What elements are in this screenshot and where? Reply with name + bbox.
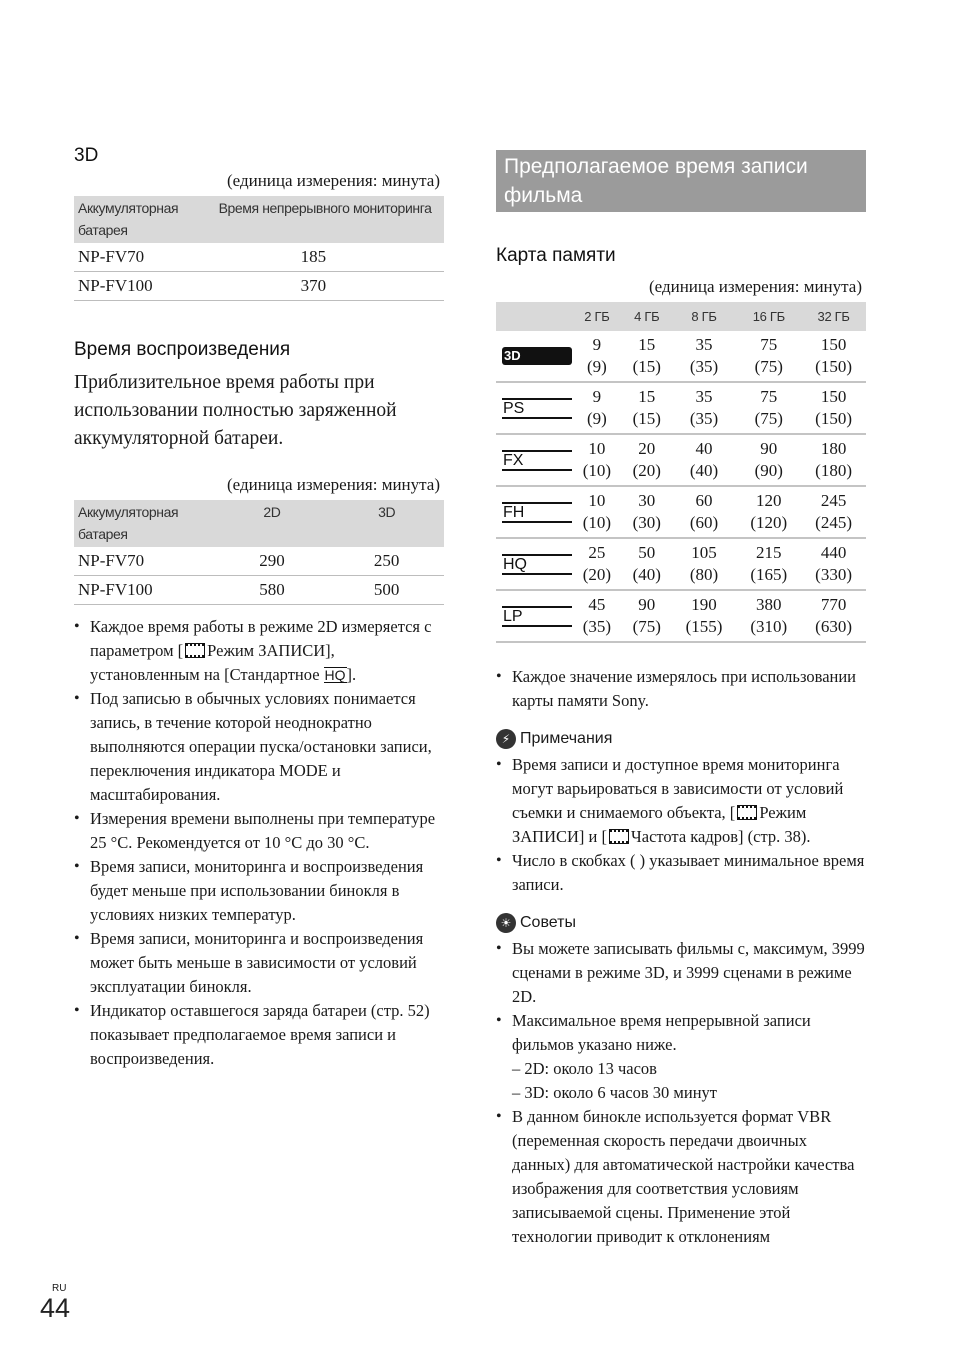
battery-notes-list [74,615,444,1071]
mode-cell [496,331,572,382]
table-row [496,486,866,538]
note-text: Время записи и доступное время мониторинга могут варьироваться в зависимости от условий съемки и снимаемого объекта, [ [512,755,844,822]
recording-time: 245 [820,491,847,510]
table-row [74,243,444,272]
sub-item: – 2D: около 13 часов [512,1059,657,1078]
time-cell [572,590,622,642]
film-icon [609,829,629,844]
film-icon [737,805,757,820]
lightbulb-icon: ☀ [496,913,516,933]
table-row [74,576,444,605]
notes-title: Примечания [520,730,613,747]
minimum-time: (10) [582,461,612,480]
minimum-time: (330) [815,565,852,584]
list-item: • Время записи, мониторинга и воспроизведения может быть меньше в зависимости от условий эксплуатации бинокля. [74,927,444,999]
minimum-time: (90) [754,461,783,480]
recording-time: 9 [592,335,602,354]
table-row [496,434,866,486]
time-cell [736,538,801,590]
time-cell [801,434,866,486]
time-cell [622,486,672,538]
minimum-time: (310) [750,617,788,636]
recording-time: 190 [691,595,717,614]
time-cell [736,331,801,382]
col-header-monitoring: Время непрерывного мониторинга [215,196,444,243]
recording-time: 25 [588,543,606,562]
mode-cell [496,434,572,486]
minimum-time: (75) [754,357,783,376]
time-cell [622,590,672,642]
value-cell: 185 [215,243,444,272]
language-code: RU [52,1283,67,1294]
battery-cell: NP-FV70 [74,243,215,272]
col-header-mode [496,302,572,331]
recording-time: 35 [695,335,713,354]
sub-item: – 3D: около 6 часов 30 минут [512,1083,717,1102]
recording-time: 120 [756,491,782,510]
time-cell [801,590,866,642]
minimum-time: (60) [689,513,719,532]
time-cell [672,538,737,590]
rec-mode-icon: 3D [502,347,572,365]
time-cell [572,486,622,538]
recording-time: 30 [638,491,656,510]
recording-time: 75 [760,387,778,406]
recording-time: 150 [820,387,847,406]
rec-mode-icon: HQ [502,554,572,575]
recording-time: 150 [820,335,847,354]
time-cell [622,382,672,434]
recording-time: 60 [695,491,713,510]
recording-time: 75 [760,335,778,354]
list-item [74,615,444,687]
col-header-2d: 2D [215,500,330,547]
recording-time: 215 [756,543,782,562]
warning-icon: ⚡ [496,729,516,749]
monitoring-time-table [74,196,444,301]
minimum-time: (15) [632,409,661,428]
time-cell [572,382,622,434]
minimum-time: (35) [689,357,719,376]
time-cell [622,331,672,382]
value-2d-cell: 290 [215,547,330,576]
col-header-capacity: 8 ГБ [672,302,737,331]
minimum-time: (20) [582,565,612,584]
minimum-time: (10) [582,513,612,532]
minimum-time: (245) [815,513,852,532]
recording-time: 50 [638,543,656,562]
recording-time: 10 [588,439,606,458]
minimum-time: (155) [685,617,723,636]
table-row [496,382,866,434]
time-cell [801,486,866,538]
unit-note: (единица измерения: минута) [226,475,440,494]
table-row [496,538,866,590]
time-cell [672,382,737,434]
notes-list [496,753,866,897]
playback-paragraph: Приблизительное время работы при использовании полностью заряженной аккумуляторной батареи. [74,372,397,449]
note-text: Частота кадров] (стр. 38). [631,827,811,846]
minimum-time: (35) [582,617,612,636]
list-item: • Число в скобках ( ) указывает минимальное время записи. [496,849,866,897]
list-item: • Время записи, мониторинга и воспроизведения будет меньше при использовании бинокля в условиях низких температур. [74,855,444,927]
table-row [496,331,866,382]
time-cell [736,486,801,538]
list-item: • В данном бинокле используется формат VBR (переменная скорость передачи двоичных данных) для автоматической настройки качества изображения для соответствия условиям записываемой сцены. Применение этой технологии приводит к отклонениям [496,1105,866,1249]
time-cell [622,434,672,486]
time-cell [736,382,801,434]
minimum-time: (80) [689,565,719,584]
minimum-time: (165) [750,565,788,584]
recording-time: 90 [638,595,656,614]
film-icon [185,643,205,658]
rec-mode-icon: FX [502,450,572,471]
minimum-time: (120) [750,513,788,532]
recording-time: 45 [588,595,606,614]
time-cell [801,382,866,434]
time-cell [672,486,737,538]
list-item: • Вы можете записывать фильмы с, максимум, 3999 сценами в режиме 3D, и 3999 сценами в режиме 2D. [496,937,866,1009]
rec-mode-icon: PS [502,398,572,419]
table-row [74,272,444,301]
minimum-time: (40) [632,565,661,584]
col-header-capacity: 32 ГБ [801,302,866,331]
playback-time-table [74,500,444,605]
recording-time: 90 [760,439,778,458]
playback-title: Время воспроизведения [74,339,291,360]
recording-time: 770 [820,595,847,614]
mode-cell [496,382,572,434]
recording-time: 40 [695,439,713,458]
time-cell [672,331,737,382]
col-header-battery: Аккумуляторная батарея [74,500,215,547]
battery-cell: NP-FV100 [74,576,215,605]
minimum-time: (15) [632,357,661,376]
minimum-time: (150) [815,357,852,376]
recording-time: 15 [638,387,656,406]
list-item [496,753,866,849]
time-cell [801,331,866,382]
memory-card-title: Карта памяти [496,245,616,266]
list-item: • Индикатор оставшегося заряда батареи (стр. 52) показывает предполагаемое время записи и воспроизведения. [74,999,444,1071]
time-cell [736,590,801,642]
note-text: Режим ЗАПИСИ] и [ [512,803,807,846]
tips-title: Советы [520,914,576,931]
bullet-text: Каждое время работы в режиме 2D измеряется с параметром [ [90,617,432,660]
unit-note: (единица измерения: минута) [648,277,862,296]
recording-time: 9 [592,387,602,406]
minimum-time: (35) [689,409,719,428]
time-cell [672,590,737,642]
list-item [496,1009,866,1105]
value-cell: 370 [215,272,444,301]
rec-mode-icon: FH [502,502,572,523]
value-3d-cell: 250 [329,547,444,576]
value-2d-cell: 580 [215,576,330,605]
col-header-capacity: 2 ГБ [572,302,622,331]
minimum-time: (150) [815,409,852,428]
minimum-time: (20) [632,461,661,480]
battery-cell: NP-FV70 [74,547,215,576]
recording-time: 380 [756,595,782,614]
unit-note: (единица измерения: минута) [226,171,440,190]
bullet-text: Режим ЗАПИСИ], установленным на [Стандартное [90,641,335,684]
recording-time: 440 [820,543,847,562]
recording-time: 15 [638,335,656,354]
tips-list [496,937,866,1249]
time-cell [622,538,672,590]
minimum-time: (630) [815,617,852,636]
hq-mode-icon: HQ [324,667,346,683]
minimum-time: (9) [587,409,607,428]
recording-time: 105 [691,543,717,562]
time-cell [572,538,622,590]
time-cell [672,434,737,486]
list-item: • Каждое значение измерялось при использовании карты памяти Sony. [496,665,866,713]
mode-cell [496,486,572,538]
recording-time: 10 [588,491,606,510]
time-cell [736,434,801,486]
time-cell [572,434,622,486]
tip-text: • Максимальное время непрерывной записи фильмов указано ниже. [512,1011,811,1054]
battery-cell: NP-FV100 [74,272,215,301]
table-row [74,547,444,576]
col-header-battery: Аккумуляторная батарея [74,196,215,243]
mode-cell [496,590,572,642]
minimum-time: (75) [632,617,661,636]
col-header-capacity: 16 ГБ [736,302,801,331]
table-row [496,590,866,642]
page-number: 44 [40,1293,71,1323]
recording-rows [496,331,866,642]
value-3d-cell: 500 [329,576,444,605]
tips-heading [496,913,866,933]
mode-cell [496,538,572,590]
minimum-time: (30) [632,513,661,532]
section-3d-title: 3D [74,145,99,166]
recording-time-table [496,302,866,643]
minimum-time: (9) [587,357,607,376]
col-header-3d: 3D [329,500,444,547]
rec-mode-icon: LP [502,606,572,627]
memory-card-notes [496,665,866,713]
time-cell [572,331,622,382]
list-item: • Измерения времени выполнены при температуре 25 °C. Рекомендуется от 10 °C до 30 °C. [74,807,444,855]
bullet-text: ]. [346,665,357,684]
minimum-time: (75) [754,409,783,428]
recording-time: 35 [695,387,713,406]
recording-time: 180 [820,439,847,458]
list-item: • Под записью в обычных условиях понимается запись, в течение которой неоднократно выполняются операции пуска/остановки записи, переключения индикатора MODE и масштабирования. [74,687,444,807]
col-header-capacity: 4 ГБ [622,302,672,331]
notes-heading [496,729,866,749]
recording-time: 20 [638,439,656,458]
minimum-time: (180) [815,461,852,480]
time-cell [801,538,866,590]
section-banner: Предполагаемое время записи фильма [496,150,866,212]
minimum-time: (40) [689,461,719,480]
page-footer [40,1283,70,1322]
right-column [496,150,866,1249]
left-column [74,145,444,1071]
